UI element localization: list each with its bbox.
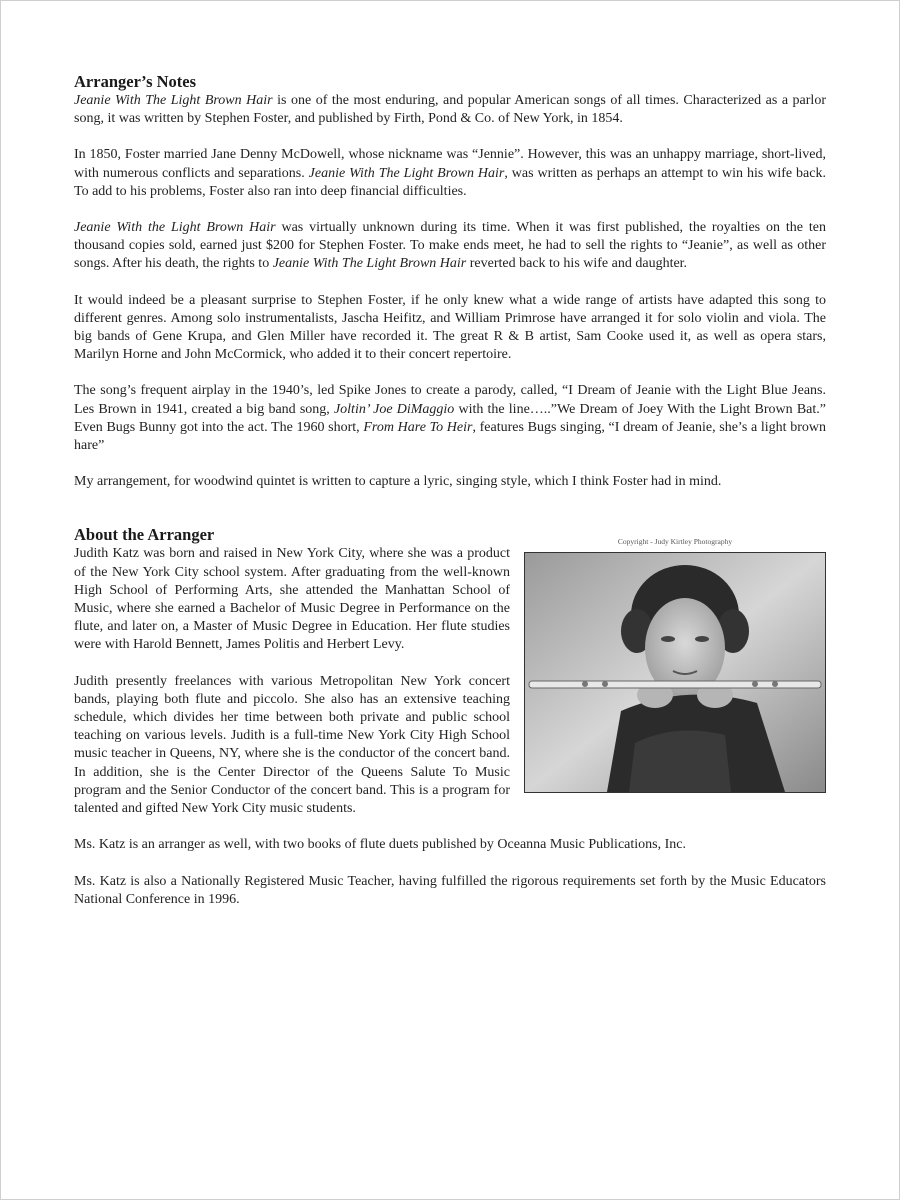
about-paragraph-3: Ms. Katz is an arranger as well, with two books of flute duets published by Oceanna Music Publications, Inc.	[74, 837, 686, 853]
notes-paragraph-5: The song’s frequent airplay in the 1940’s, led Spike Jones to create a parody, called, “I Dream of Jeanie with the Light Blue Jeans. Les Brown in 1941, created a big band song, Joltin’ Joe DiMaggio with the line…..”We Dream of Joey With the Light Brown Bat.” Even Bugs Bunny got into the act. The 1960 short, From Hare To Heir, features Bugs singing, “I dream of Jeanie, she’s a light brown hare”	[74, 383, 826, 454]
about-paragraph-1: Judith Katz was born and raised in New York City, where she was a product of the New York City school system. After graduating from the well-known High School of Performing Arts, she attended the Manhattan School of Music, where she earned a Bachelor of Music Degree in Performance on the flute, and later on, a Master of Music Degree in Education. Her flute studies were with Harold Bennett, James Politis and Herbert Levy.	[74, 546, 510, 653]
notes-paragraph-4: It would indeed be a pleasant surprise to Stephen Foster, if he only knew what a wide range of artists have adapted this song to different genres. Among solo instrumentalists, Jascha Heifitz, and William Primrose have arranged it for solo violin and viola. The big bands of Gene Krupa, and Glen Miller have recorded it. The great R & B artist, Sam Cooke used it, as well as opera stars, Marilyn Horne and John McCormick, who added it to their concert repertoire.	[74, 292, 826, 363]
document-page	[74, 72, 826, 927]
song-title: Joltin’ Joe DiMaggio	[333, 401, 455, 417]
portrait-image	[525, 553, 825, 792]
notes-paragraph-2: In 1850, Foster married Jane Denny McDowell, whose nickname was “Jennie”. However, this was an unhappy marriage, short-lived, with numerous conflicts and separations. Jeanie With The Light Brown Hair, was written as perhaps an attempt to win his wife back. To add to his problems, Foster also ran into deep financial difficulties.	[74, 147, 826, 199]
song-title: Jeanie With The Light Brown Hair	[272, 256, 467, 272]
arranger-photo	[524, 552, 826, 793]
about-paragraph-4: Ms. Katz is also a Nationally Registered Music Teacher, having fulfilled the rigorous requirements set forth by the Music Educators National Conference in 1996.	[74, 873, 826, 907]
notes-paragraph-3: Jeanie With the Light Brown Hair was virtually unknown during its time. When it was first published, the royalties on the ten thousand copies sold, earned just $200 for Stephen Foster. To make ends meet, he had to sell the rights to “Jeanie”, as well as other songs. After his death, the rights to Jeanie With The Light Brown Hair reverted back to his wife and daughter.	[74, 220, 826, 272]
arranger-photo-block	[524, 537, 826, 793]
song-title: Jeanie With The Light Brown Hair	[74, 93, 273, 108]
photo-caption: Copyright - Judy Kirtley Photography	[617, 537, 733, 547]
arrangers-notes-heading: Arranger’s Notes	[74, 72, 197, 91]
notes-paragraph-1: Jeanie With The Light Brown Hair is one of the most enduring, and popular American songs of all times. Characterized as a parlor song, it was written by Stephen Foster, and published by Firth, Pond & Co. of New York, in 1854.	[74, 93, 826, 127]
about-paragraph-2: Judith presently freelances with various Metropolitan New York concert bands, playing both flute and piccolo. She also has an extensive teaching schedule, which divides her time between both private and public school teaching on various levels. Judith is a full-time New York City High School music teacher in Queens, NY, where she is the conductor of the concert band. In addition, she is the Center Director of the Queens Salute To Music program and the Senior Conductor of the concert band. This is a program for talented and gifted New York City music students.	[74, 673, 510, 817]
about-arranger-heading: About the Arranger	[74, 525, 215, 545]
notes-paragraph-6: My arrangement, for woodwind quintet is written to capture a lyric, singing style, which I think Foster had in mind.	[74, 474, 722, 490]
song-title: Jeanie With the Light Brown Hair	[74, 220, 276, 236]
film-title: From Hare To Heir	[363, 419, 473, 435]
song-title: Jeanie With The Light Brown Hair	[308, 165, 505, 181]
